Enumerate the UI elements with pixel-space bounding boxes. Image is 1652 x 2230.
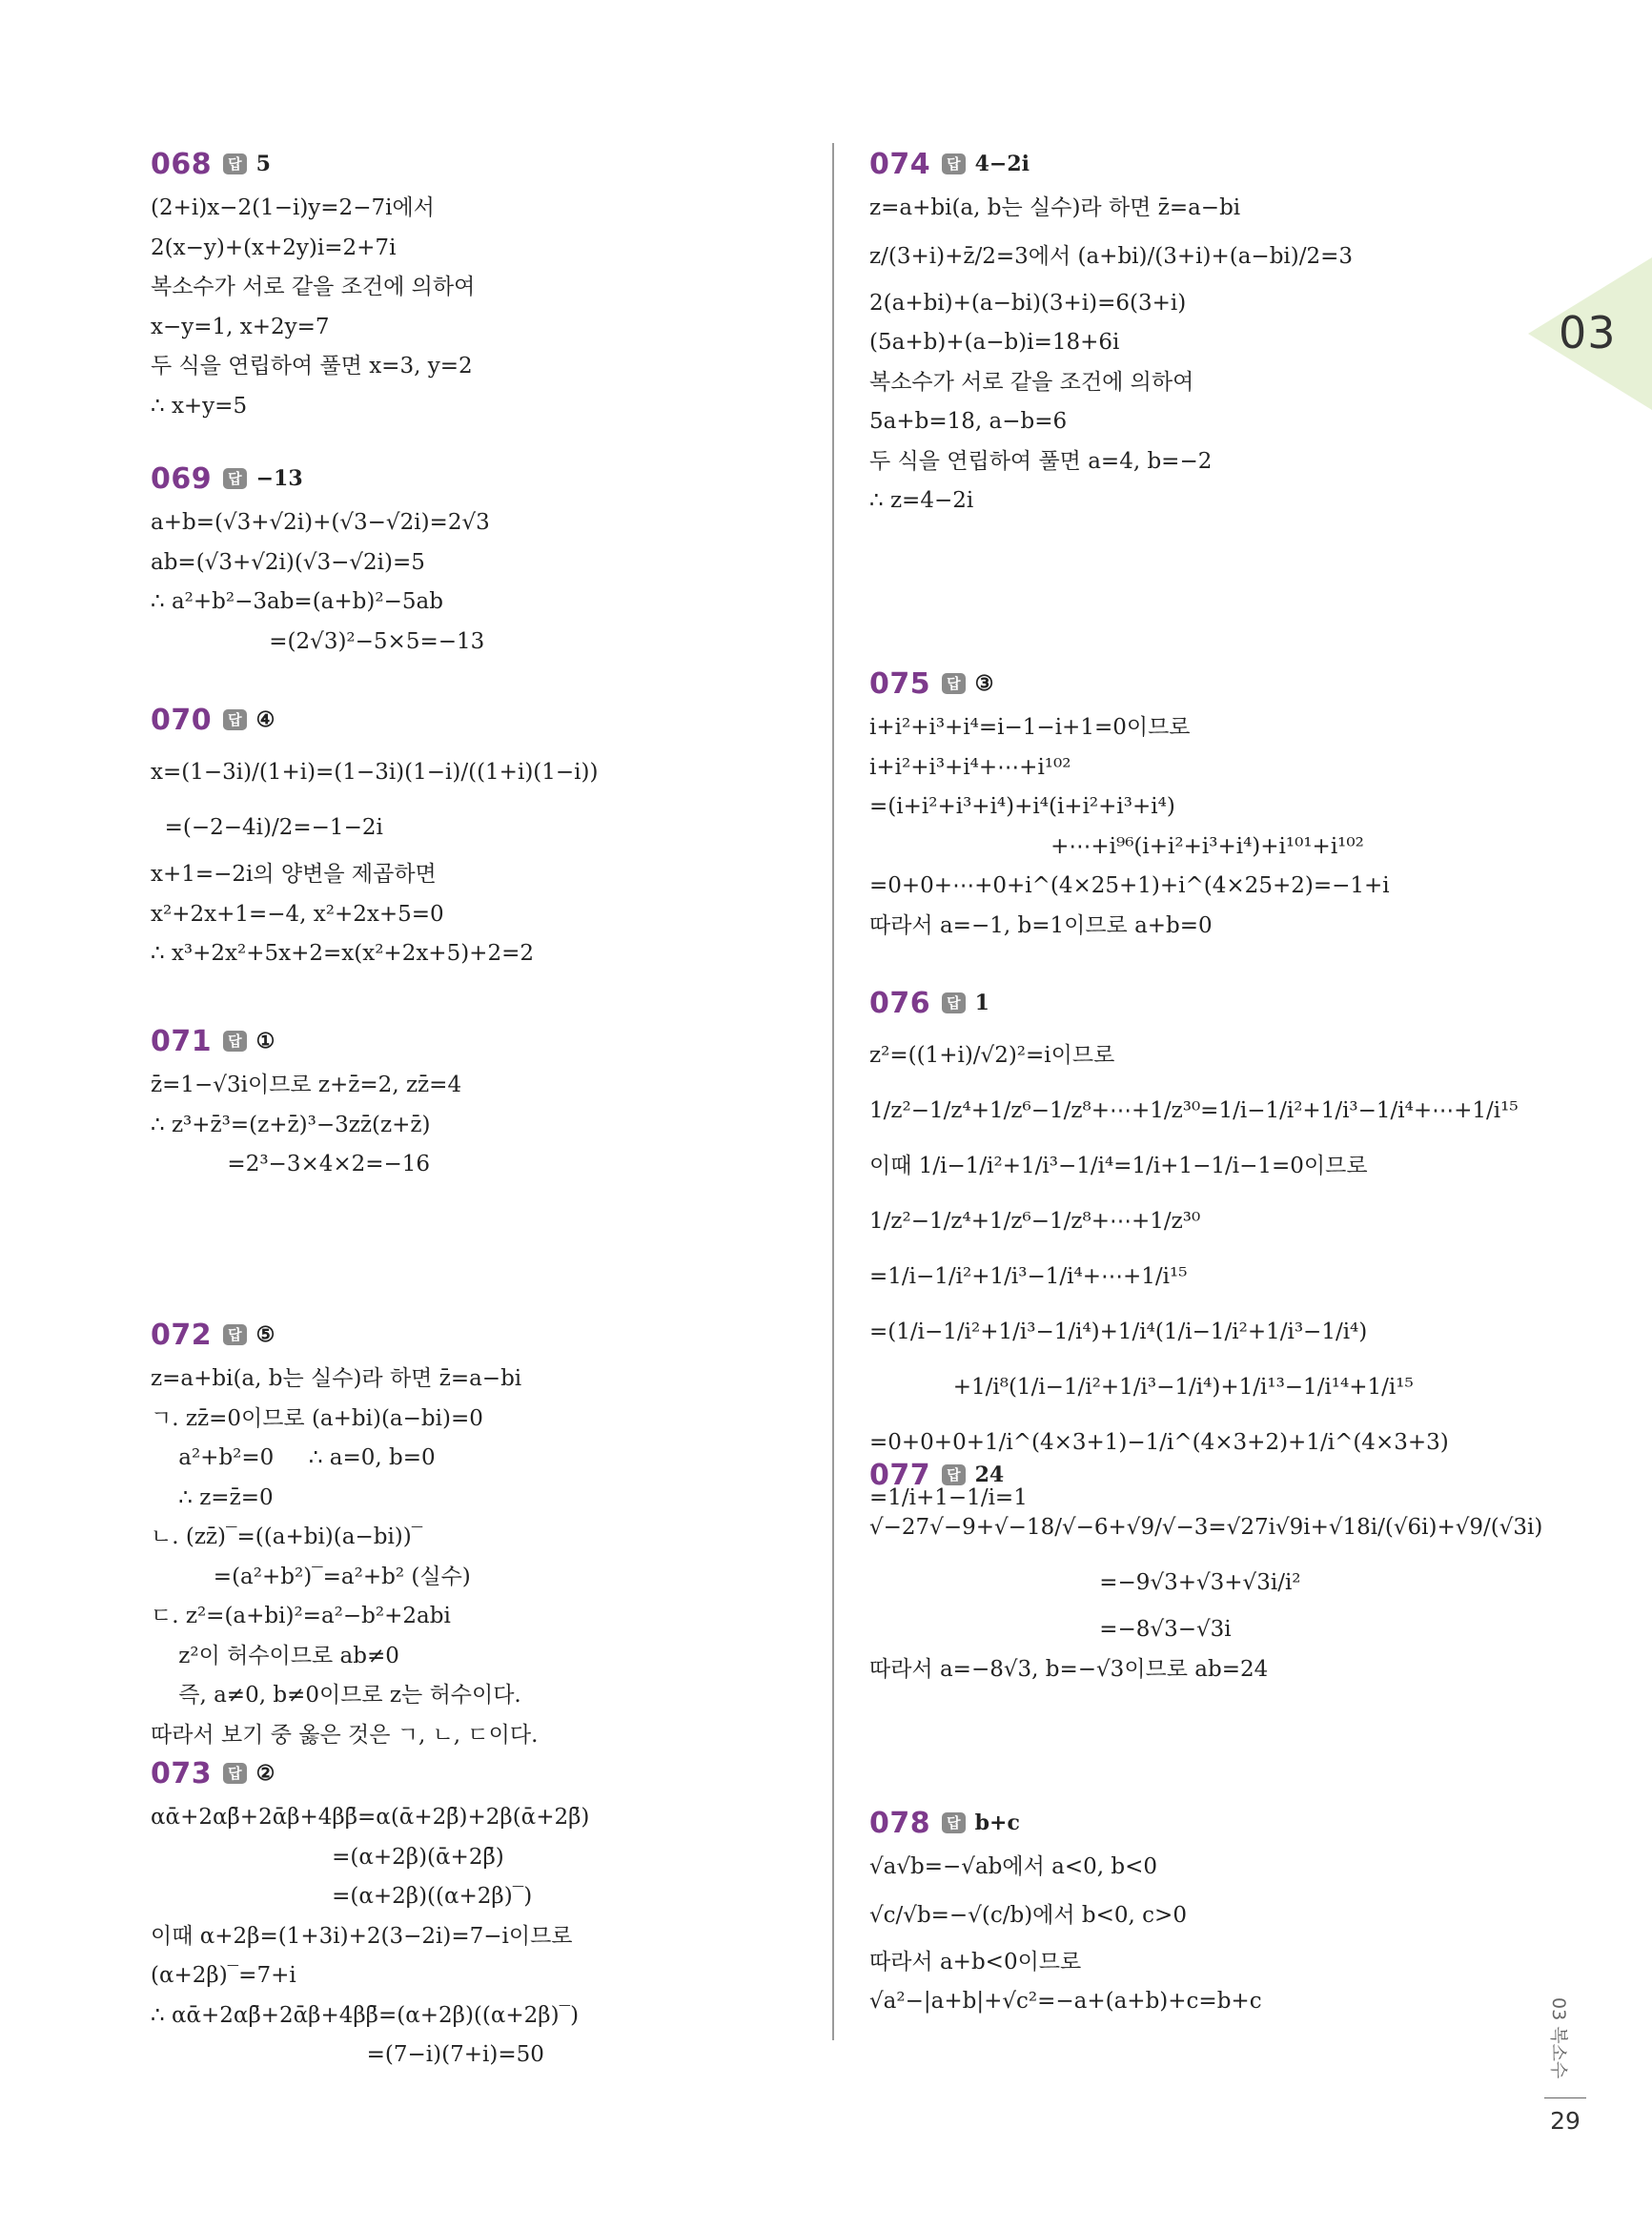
solution-body	[151, 189, 818, 426]
problem-header	[869, 982, 1537, 1024]
solution-line: +1/i⁸(1/i−1/i²+1/i³−1/i⁴)+1/i¹³−1/i¹⁴+1/i¹⁵	[869, 1375, 1414, 1400]
problem-number: 077	[869, 1458, 931, 1492]
solution-line: αᾱ+2αβ̄+2ᾱβ+4ββ̄=α(ᾱ+2β̄)+2β(ᾱ+2β̄)	[151, 1805, 590, 1830]
solution-line: z²=((1+i)/√2)²=i이므로	[869, 1043, 1115, 1068]
solution-line: +⋯+i⁹⁶(i+i²+i³+i⁴)+i¹⁰¹+i¹⁰²	[869, 833, 1364, 859]
solution-line: =1/i−1/i²+1/i³−1/i⁴+⋯+1/i¹⁵	[869, 1264, 1188, 1289]
solution-line: (2+i)x−2(1−i)y=2−7i에서	[151, 195, 435, 220]
problem-header	[151, 699, 818, 741]
answer-value: ④	[255, 707, 275, 732]
page-number-rule	[1544, 2097, 1586, 2098]
solution-body	[869, 708, 1537, 946]
problem-header	[151, 1020, 818, 1062]
solution-line: 따라서 a+b<0이므로	[869, 1949, 1082, 1974]
problem-077	[869, 1454, 1543, 1689]
solution-line: (α+2β)‾=7+i	[151, 1963, 296, 1988]
solution-line: 1/z²−1/z⁴+1/z⁶−1/z⁸+⋯+1/z³⁰=1/i−1/i²+1/i³−1/i⁴+⋯+1/i¹⁵	[869, 1098, 1519, 1123]
solution-line: ∴ z=z̄=0	[151, 1484, 274, 1510]
solution-line: 이때 α+2β=(1+3i)+2(3−2i)=7−i이므로	[151, 1923, 573, 1949]
solution-line: √c/√b=−√(c/b)에서 b<0, c>0	[869, 1902, 1187, 1928]
answer-badge: 답	[223, 1031, 247, 1052]
solution-line: x−y=1, x+2y=7	[151, 314, 330, 339]
solution-line: =(7−i)(7+i)=50	[151, 2042, 544, 2067]
problem-number: 075	[869, 666, 931, 701]
solution-line: =(2√3)²−5×5=−13	[151, 628, 485, 654]
problem-number: 078	[869, 1806, 931, 1840]
solution-body	[869, 1028, 1537, 1525]
answer-value: −13	[255, 466, 303, 491]
solution-line: ∴ z=4−2i	[869, 488, 974, 513]
problem-074	[869, 143, 1537, 522]
solution-body	[151, 503, 818, 662]
solution-line: a²+b²=0 ∴ a=0, b=0	[151, 1445, 436, 1470]
answer-badge: 답	[942, 1812, 966, 1833]
column-divider	[832, 143, 834, 2040]
answer-value: 4−2i	[974, 152, 1030, 176]
problem-header	[151, 1752, 818, 1794]
solution-line: =2³−3×4×2=−16	[151, 1152, 431, 1176]
solution-line: 2(x−y)+(x+2y)i=2+7i	[151, 235, 397, 260]
solution-line: z̄=1−√3i이므로 z+z̄=2, zz̄=4	[151, 1073, 462, 1097]
solution-body	[869, 1848, 1537, 2022]
solution-line: a+b=(√3+√2i)+(√3−√2i)=2√3	[151, 510, 490, 535]
answer-badge: 답	[223, 709, 247, 730]
problem-header	[151, 458, 818, 500]
problem-078	[869, 1802, 1537, 2022]
problem-number: 068	[151, 147, 213, 181]
problem-number: 074	[869, 147, 931, 181]
problem-header	[869, 1802, 1537, 1844]
solution-line: 5a+b=18, a−b=6	[869, 409, 1068, 434]
solution-body	[151, 1798, 818, 2076]
solution-line: =(1/i−1/i²+1/i³−1/i⁴)+1/i⁴(1/i−1/i²+1/i³−1/i⁴)	[869, 1320, 1368, 1344]
answer-badge: 답	[223, 153, 247, 174]
solution-line: ∴ z³+z̄³=(z+z̄)³−3zz̄(z+z̄)	[151, 1112, 431, 1137]
problem-number: 070	[151, 703, 213, 737]
side-chapter-label: 03 복소수	[1548, 1997, 1569, 2079]
solution-line: ㄱ. zz̄=0이므로 (a+bi)(a−bi)=0	[151, 1405, 483, 1431]
problem-number: 072	[151, 1318, 213, 1352]
solution-line: √a²−|a+b|+√c²=−a+(a+b)+c=b+c	[869, 1989, 1262, 2014]
problem-header	[151, 143, 818, 185]
solution-line: ∴ x³+2x²+5x+2=x(x²+2x+5)+2=2	[151, 941, 534, 966]
page-number: 29	[1550, 2107, 1581, 2135]
solution-line: z=a+bi(a, b는 실수)라 하면 z̄=a−bi	[151, 1366, 522, 1391]
answer-badge: 답	[942, 673, 966, 694]
solution-line: ab=(√3+√2i)(√3−√2i)=5	[151, 549, 425, 575]
answer-value: b+c	[974, 1811, 1020, 1835]
problem-072	[151, 1314, 818, 1755]
solution-line: (5a+b)+(a−b)i=18+6i	[869, 330, 1120, 355]
answer-badge: 답	[223, 1763, 247, 1784]
answer-value: ②	[255, 1761, 275, 1786]
problem-number: 069	[151, 461, 213, 496]
solution-line: =−9√3+√3+√3i/i²	[869, 1570, 1301, 1595]
solution-line: 두 식을 연립하여 풀면 a=4, b=−2	[869, 448, 1213, 474]
solution-line: i+i²+i³+i⁴=i−1−i+1=0이므로	[869, 715, 1191, 740]
answer-value: 24	[974, 1463, 1005, 1487]
solution-body	[151, 1066, 818, 1185]
solution-line: i+i²+i³+i⁴+⋯+i¹⁰²	[869, 754, 1071, 780]
answer-badge: 답	[942, 992, 966, 1013]
solution-line: =(−2−4i)/2=−1−2i	[151, 815, 383, 840]
problem-header	[869, 663, 1537, 705]
solution-line: z=a+bi(a, b는 실수)라 하면 z̄=a−bi	[869, 195, 1241, 220]
solution-line: =(α+2β)((α+2β)‾)	[151, 1884, 533, 1909]
solution-line: 따라서 a=−8√3, b=−√3이므로 ab=24	[869, 1656, 1269, 1682]
solution-line: √a√b=−√ab에서 a<0, b<0	[869, 1854, 1157, 1879]
answer-value: ①	[255, 1029, 275, 1054]
problem-number: 071	[151, 1024, 213, 1058]
problem-076	[869, 982, 1537, 1525]
solution-line: ㄷ. z²=(a+bi)²=a²−b²+2abi	[151, 1604, 451, 1628]
solution-line: ∴ αᾱ+2αβ̄+2ᾱβ+4ββ̄=(α+2β)((α+2β)‾)	[151, 2002, 580, 2028]
answer-badge: 답	[942, 153, 966, 174]
solution-line: 복소수가 서로 같을 조건에 의하여	[151, 275, 476, 299]
solution-line: x+1=−2i의 양변을 제곱하면	[151, 862, 437, 887]
answer-value: 1	[974, 991, 989, 1015]
solution-line: 2(a+bi)+(a−bi)(3+i)=6(3+i)	[869, 290, 1187, 316]
solution-line: =0+0+⋯+0+i^(4×25+1)+i^(4×25+2)=−1+i	[869, 873, 1390, 898]
solution-line: ㄴ. (zz̄)‾=((a+bi)(a−bi))‾	[151, 1524, 423, 1549]
problem-header	[151, 1314, 818, 1356]
solution-body	[151, 1360, 818, 1755]
solution-line: =1/i+1−1/i=1	[869, 1485, 1028, 1510]
solution-line: x²+2x+1=−4, x²+2x+5=0	[151, 901, 444, 927]
solution-line: 즉, a≠0, b≠0이므로 z는 허수이다.	[151, 1683, 521, 1708]
problem-071	[151, 1020, 818, 1185]
solution-body	[869, 189, 1537, 522]
problem-number: 073	[151, 1756, 213, 1790]
solution-line: 따라서 보기 중 옳은 것은 ㄱ, ㄴ, ㄷ이다.	[151, 1722, 539, 1748]
problem-number: 076	[869, 986, 931, 1020]
solution-line: =(α+2β)(ᾱ+2β̄)	[151, 1844, 504, 1870]
answer-badge: 답	[223, 468, 247, 489]
solution-body	[869, 1500, 1543, 1689]
answer-value: ③	[974, 671, 994, 696]
problem-070	[151, 699, 818, 974]
solution-line: z²이 허수이므로 ab≠0	[151, 1643, 399, 1668]
solution-line: 이때 1/i−1/i²+1/i³−1/i⁴=1/i+1−1/i−1=0이므로	[869, 1154, 1368, 1178]
answer-badge: 답	[942, 1464, 966, 1485]
problem-header	[869, 1454, 1537, 1496]
solution-line: 따라서 a=−1, b=1이므로 a+b=0	[869, 912, 1213, 938]
problem-069	[151, 458, 818, 662]
solution-body	[151, 745, 818, 974]
solution-line: √−27√−9+√−18/√−6+√9/√−3=√27i√9i+√18i/(√6i)+√9/(√3i)	[869, 1515, 1543, 1540]
solution-line: z/(3+i)+z̄/2=3에서 (a+bi)/(3+i)+(a−bi)/2=3	[869, 243, 1354, 269]
chapter-tab-label: 03	[1559, 307, 1617, 358]
problem-075	[869, 663, 1537, 946]
problem-068	[151, 143, 818, 426]
solution-line: ∴ x+y=5	[151, 393, 248, 419]
solution-line: =0+0+0+1/i^(4×3+1)−1/i^(4×3+2)+1/i^(4×3+3)	[869, 1430, 1449, 1455]
solution-line: x=(1−3i)/(1+i)=(1−3i)(1−i)/((1+i)(1−i))	[151, 760, 599, 785]
solution-line: 복소수가 서로 같을 조건에 의하여	[869, 369, 1194, 395]
answer-value: ⑤	[255, 1322, 275, 1347]
solution-line: ∴ a²+b²−3ab=(a+b)²−5ab	[151, 589, 443, 614]
solution-line: 두 식을 연립하여 풀면 x=3, y=2	[151, 354, 473, 378]
problem-073	[151, 1752, 818, 2076]
solution-line: =−8√3−√3i	[869, 1617, 1232, 1642]
answer-value: 5	[255, 152, 271, 176]
solution-line: 1/z²−1/z⁴+1/z⁶−1/z⁸+⋯+1/z³⁰	[869, 1209, 1201, 1234]
answer-badge: 답	[223, 1324, 247, 1345]
problem-header	[869, 143, 1537, 185]
solution-line: =(a²+b²)‾=a²+b² (실수)	[151, 1564, 471, 1589]
solution-line: =(i+i²+i³+i⁴)+i⁴(i+i²+i³+i⁴)	[869, 794, 1175, 819]
